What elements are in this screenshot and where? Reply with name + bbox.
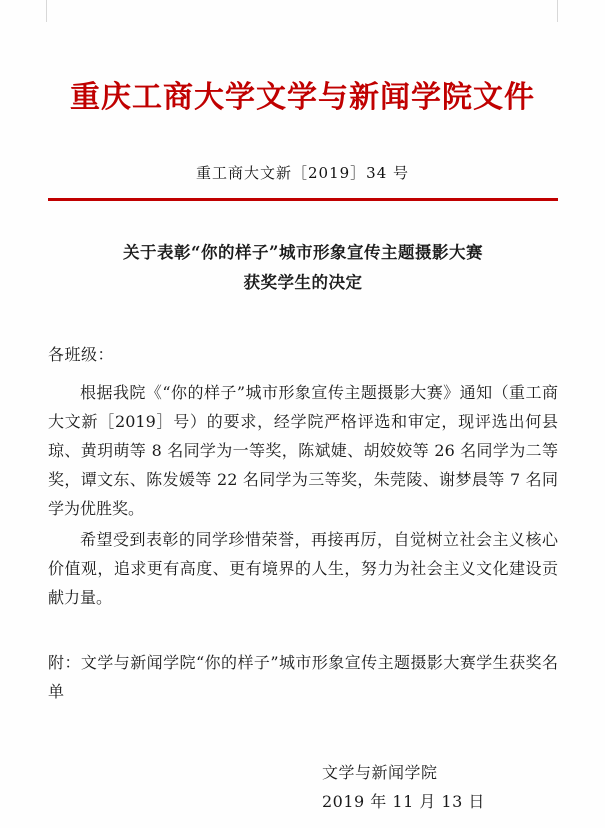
body-text [48, 378, 558, 614]
document-title: 重庆工商大学文学与新闻学院文件 [70, 80, 535, 115]
signature-organization: 文学与新闻学院 [322, 763, 438, 782]
subject-line-2: 获奖学生的决定 [243, 273, 363, 292]
signature-date: 2019 年 11 月 13 日 [322, 792, 485, 811]
body-paragraph-2: 希望受到表彰的同学珍惜荣誉，再接再厉，自觉树立社会主义核心价值观，追求更有高度、更有境界的人生，努力为社会主义文化建设贡献力量。 [48, 530, 558, 607]
salutation: 各班级： [48, 345, 115, 364]
attachment-note: 附：文学与新闻学院“你的样子”城市形象宣传主题摄影大赛学生获奖名单 [48, 653, 558, 701]
body-paragraph-1: 根据我院《“你的样子”城市形象宣传主题摄影大赛》通知（重工商大文新［2019］号）的要求，经学院严格评选和审定，现评选出何县琼、黄玥萌等 8 名同学为一等奖，陈斌婕、胡姣姣等 26 名同学为二等奖，谭文东、陈发媛等 22 名同学为三等奖，朱莞陵、谢梦晨等 7 名同学为优胜奖。 [48, 383, 558, 518]
signature-block [0, 758, 605, 816]
red-divider-rule [48, 198, 558, 201]
crop-mark-top-right [557, 0, 558, 22]
subject-heading [62, 238, 544, 298]
document-number: 重工商大文新［2019］34 号 [195, 164, 410, 182]
subject-line-1: 关于表彰“你的样子”城市形象宣传主题摄影大赛 [123, 243, 483, 262]
crop-mark-top-left [46, 0, 47, 22]
